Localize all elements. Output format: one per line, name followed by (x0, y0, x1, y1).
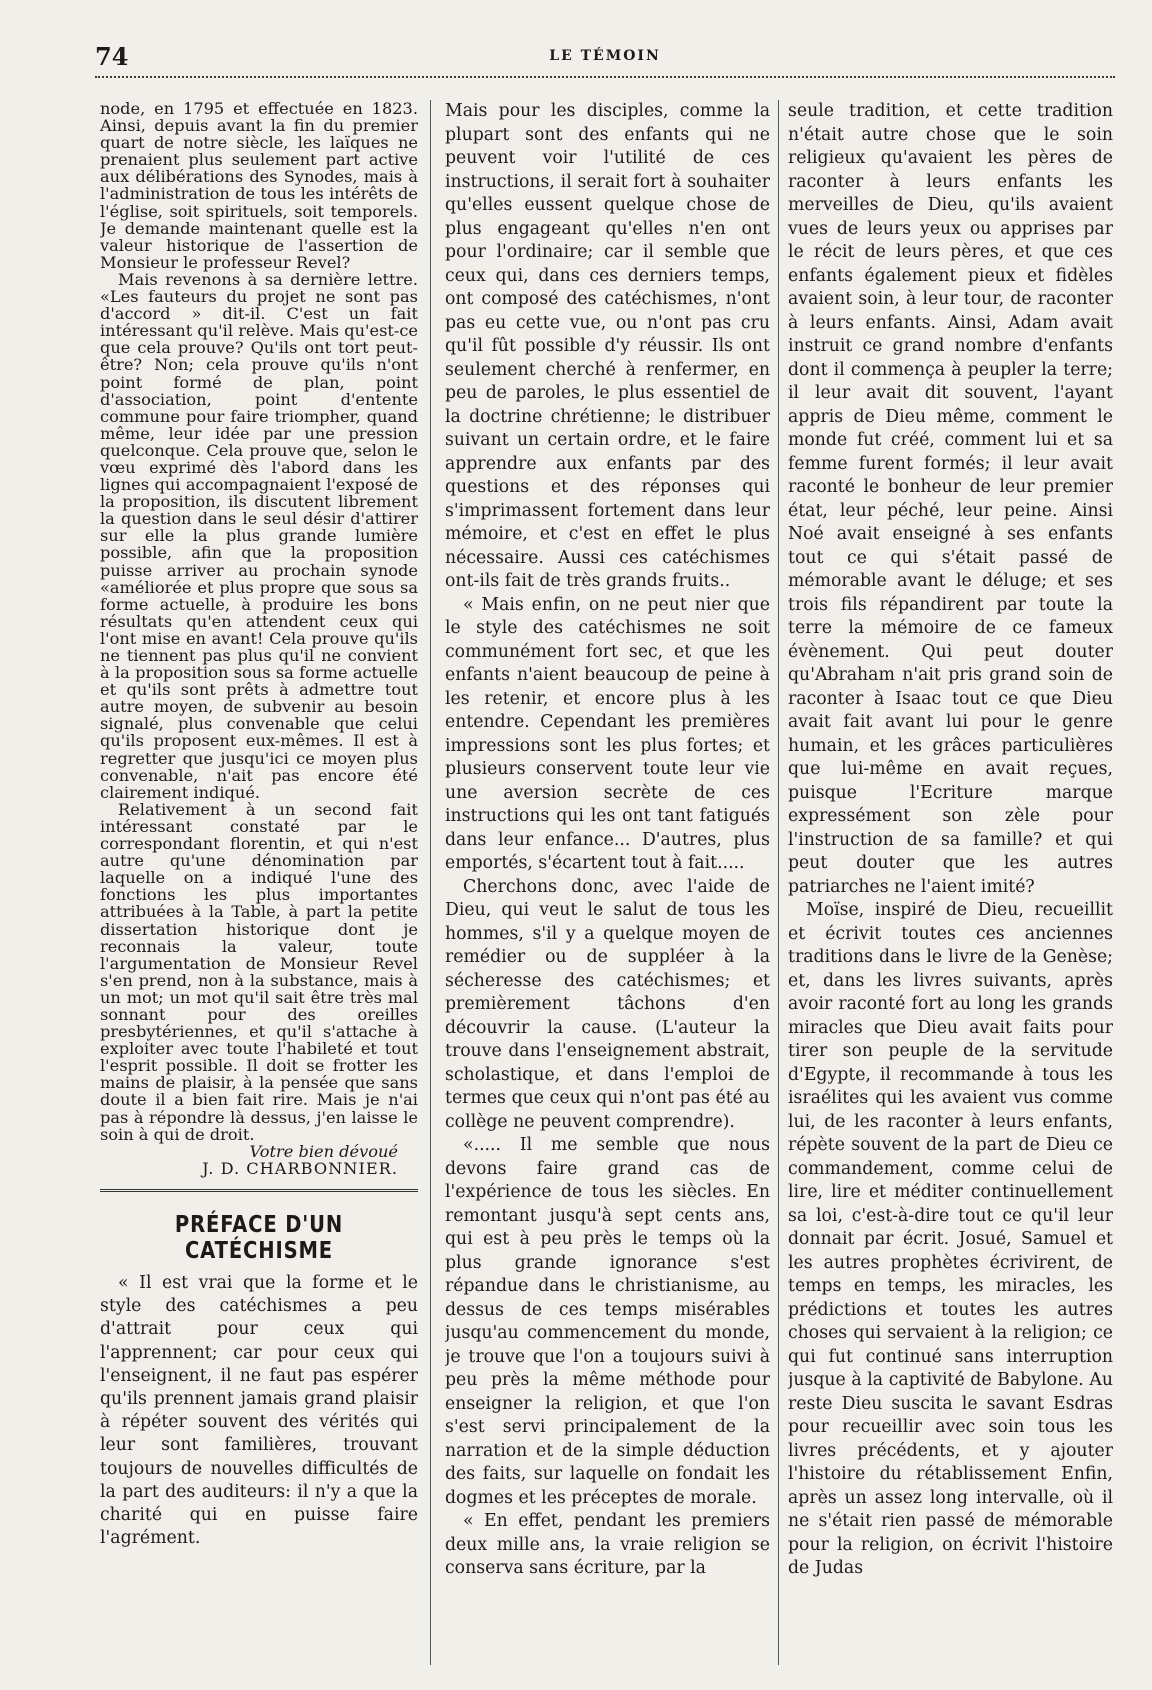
paragraph: Relativement à un second fait intéressant constaté par le correspondant florentin, et qui n'est autre qu'une dénomination par laquelle on a indiqué l'une des fonctions les plus importantes attribuées à la Table, à part la petite dissertation historique dont je reconnais la valeur, toute l'argumentation de Monsieur Revel s'en prend, non à la substance, mais à un mot; un mot qu'il sait être très mal sonnant pour des oreilles presbytériennes, et qu'il s'attache à exploiter avec toute l'habileté et tout l'esprit possible. Il doit se frotter les mains de plaisir, à la pensée que sans doute il a bien fait rire. Mais je n'ai pas à répondre là dessus, j'en laisse le soin à qui de droit. (100, 799, 418, 1144)
column-divider (778, 100, 779, 1665)
paragraph: seule tradition, et cette tradition n'était autre chose que le soin religieux qu'avaient les pères de raconter à leurs enfants les merveilles de Dieu, qu'ils avaient vues de leurs yeux ou apprises par le récit de leurs pères, et que ces enfants également pieux et fidèles avaient soin, à leur tour, de raconter à leurs enfants. Ainsi, Adam avait instruit ce grand nombre d'enfants dont il commença à peupler la terre; il leur avait dit souvent, l'ayant appris de Dieu même, comment le monde fut créé, comment lui et sa femme furent formés; il leur avait raconté le bonheur de leur premier état, leur péché, leur peine. Ainsi Noé avait enseigné à ses enfants tout ce qui s'était passé de mémorable avant le déluge; et ses trois fils répandirent par toute la terre la mémoire de ce fameux évènement. Qui peut douter qu'Abraham n'ait pris grand soin de raconter à Isaac tout ce que Dieu avait fait avant lui pour le genre humain, et les grâces particulières que lui-même en avait reçues, puisque l'Ecriture marque expressément son zèle pour l'instruction de sa famille? et qui peut douter que les autres patriarches ne l'aient imité? (788, 101, 1113, 897)
section-title: PRÉFACE D'UN CATÉCHISME (174, 1211, 344, 1264)
paragraph: Mais revenons à sa dernière lettre. «Les fauteurs du projet ne sont pas d'accord » dit-il. C'est un fait intéressant qu'il relève. Mais qu'est-ce que cela prouve? Qu'ils ont tort peut-être? Non; cela prouve qu'ils n'ont point formé de plan, point d'association, point d'entente commune pour faire triompher, quand même, leur idée par une pression quelconque. Cela prouve que, selon le vœu exprimé dès l'abord dans les lignes qui accompagnaient l'exposé de la proposition, ils discutent librement la question dans le seul désir d'attirer sur elle la plus grande lumière possible, afin que la proposition puisse arriver au prochain synode «améliorée et plus propre que sous sa forme actuelle, à produire les bons résultats qu'en attendent ceux qui l'ont mise en avant! Cela prouve qu'ils ne tiennent pas plus qu'il ne convient à la proposition sous sa forme actuelle et qu'ils sont prêts à admettre tout autre moyen, de subvenir au besoin signalé, plus convenable que celui qu'ils proposent eux-mêmes. Il est à regretter que jusqu'ici ce moyen plus convenable, n'ait pas encore été clairement indiqué. (100, 269, 418, 802)
paragraph: «..... Il me semble que nous devons faire grand cas de l'expérience de tous les siècles. En remontant jusqu'à sept cents ans, qui est à peu près le temps où la plus grande ignorance s'est répandue dans le christianisme, au dessus de ces temps misérables jusqu'au commencement du monde, je trouve que l'on a toujours suivi à peu près la même méthode pour enseigner la religion, et que l'on s'est servi principalement de la narration et de la simple déduction des faits, sur laquelle on fondait les dogmes et les préceptes de morale. (445, 1135, 770, 1508)
paragraph: « Mais enfin, on ne peut nier que le style des catéchismes ne soit communément fort sec, et que les enfants n'aient beaucoup de peine à les retenir, et encore plus à les entendre. Cependant les premières impressions sont les plus fortes; et plusieurs conservent toute leur vie une aversion secrète de ces instructions qui les ont tant fatigués dans leur enfance... D'autres, plus emportés, s'écartent tout à fait..... (445, 594, 770, 873)
paragraph: Moïse, inspiré de Dieu, recueillit et écrivit toutes ces anciennes traditions dans le livre de la Genèse; et, dans les livres suivants, après avoir raconté fort au long les grands miracles que Dieu avait faits pour tirer son peuple de la servitude d'Egypte, il recommande à tous les israélites qui les avaient vus comme lui, de les raconter à leurs enfants, répète souvent de la part de Dieu ce commandement, comme celui de lire, lire et méditer continuellement sa loi, c'est-à-dire tout ce qu'il leur donnait par écrit. Josué, Samuel et les autres prophètes écrivirent, de temps en temps, les miracles, les prédictions et toutes les autres choses qui servaient à la religion; ce qui fut continué sans interruption jusque à la captivité de Babylone. Au reste Dieu suscita le savant Esdras pour recueillir avec soin tous les livres précédents, et y ajouter l'histoire du rétablissement Enfin, après un assez long intervalle, où il ne s'était rien passé de mémorable pour la religion, on écrivit l'histoire de Judas (788, 900, 1113, 1578)
column-divider (430, 100, 431, 1665)
page-header (95, 40, 1115, 70)
header-rule (95, 76, 1115, 84)
paragraph: Mais pour les disciples, comme la plupart sont des enfants qui ne peuvent voir l'utilité de ces instructions, il serait fort à souhaiter qu'elles eussent quelque chose de plus engageant qu'elles n'en ont pour l'ordinaire; car il semble que ceux qui, dans ces derniers temps, ont composé des catéchismes, n'ont pas eu cette vue, ou n'ont pas cru qu'il fût possible d'y réussir. Ils ont seulement cherché à renfermer, en peu de paroles, le plus essentiel de la doctrine chrétienne; le distribuer suivant un certain ordre, et le faire apprendre aux enfants par des questions et des réponses qui s'imprimassent fortement dans leur mémoire, et c'est en effet le plus nécessaire. Aussi ces catéchismes ont-ils fait de très grands fruits.. (445, 101, 770, 591)
signature: J. D. CHARBONNIER. (202, 1158, 398, 1178)
paragraph: « Il est vrai que la forme et le style des catéchismes a peu d'attrait pour ceux qui l'apprennent; car pour ceux qui l'enseignent, il ne faut pas espérer qu'ils prennent jamais grand plaisir à répéter souvent des vérités qui leur sont familières, trouvant toujours de nouvelles difficultés de la part des auditeurs: il n'y a que la charité qui en puisse faire l'agrément. (100, 1272, 418, 1549)
running-title: LE TÉMOIN (549, 48, 661, 64)
paragraph: « En effet, pendant les premiers deux mille ans, la vraie religion se conserva sans écriture, par la (445, 1511, 770, 1578)
paragraph: node, en 1795 et effectuée en 1823. Ainsi, depuis avant la fin du premier quart de notre siècle, les laïques ne prenaient plus seulement part active aux délibérations des Synodes, mais à l'administration de tous les intérêts de l'église, soit spirituels, soit temporels. Je demande maintenant quelle est la valeur historique de l'assertion de Monsieur le professeur Revel? (100, 100, 418, 272)
column-3 (788, 100, 1113, 1581)
section-separator (100, 1189, 418, 1192)
paragraph: Cherchons donc, avec l'aide de Dieu, qui veut le salut de tous les hommes, s'il y a quelque moyen de remédier ou de suppléer à la sécheresse des catéchismes; et premièrement tâchons d'en découvrir la cause. (L'auteur la trouve dans l'enseignement abstrait, scholastique, et dans l'emploi de termes que ceux qui n'ont pas été au collège ne peuvent comprendre). (445, 876, 770, 1132)
page-number: 74 (95, 42, 129, 71)
column-1 (100, 100, 418, 1550)
signoff: Votre bien dévoué (249, 1141, 398, 1161)
column-2 (445, 100, 770, 1581)
